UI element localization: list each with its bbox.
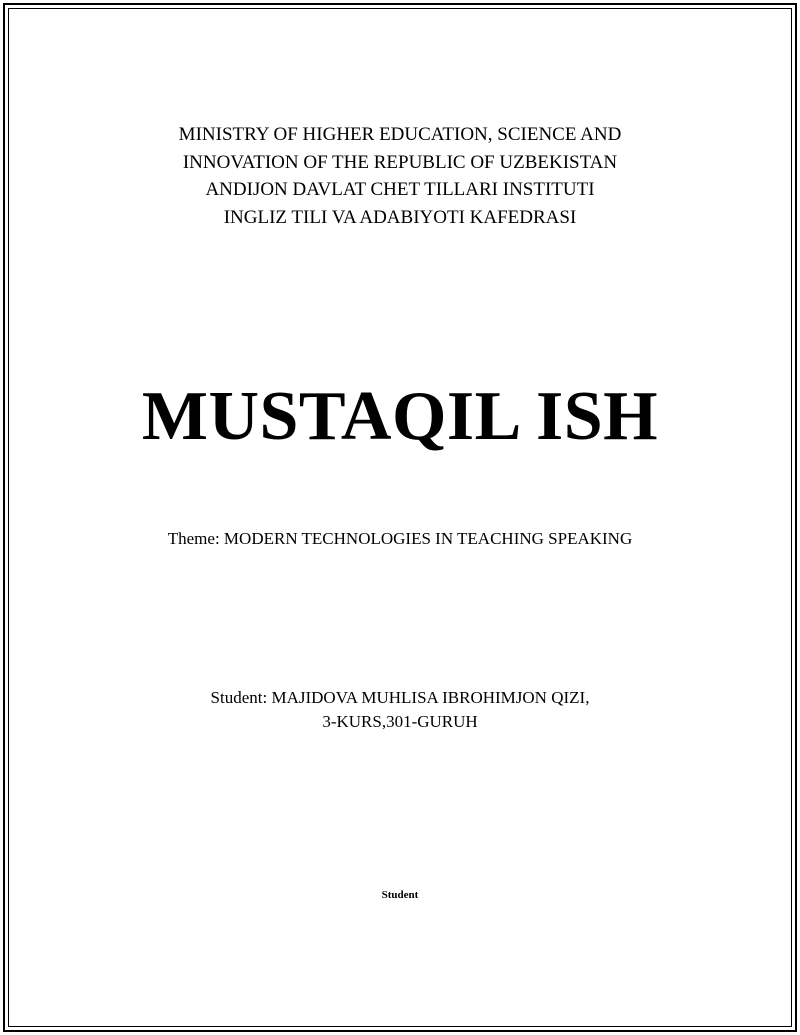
student-name-line: Student: MAJIDOVA MUHLISA IBROHIMJON QIZI, — [210, 688, 590, 707]
header-line-republic: INNOVATION OF THE REPUBLIC OF UZBEKISTAN — [182, 151, 618, 173]
footer-student-label: Student — [381, 889, 419, 901]
student-group-line: 3-KURS,301-GURUH — [322, 712, 478, 731]
institution-header — [0, 121, 800, 231]
student-info — [0, 686, 800, 734]
document-title: MUSTAQIL ISH — [141, 378, 659, 455]
header-line-ministry: MINISTRY OF HIGHER EDUCATION, SCIENCE AND — [178, 124, 622, 145]
header-line-department: INGLIZ TILI VA ADABIYOTI KAFEDRASI — [223, 206, 577, 228]
theme-line: Theme: MODERN TECHNOLOGIES IN TEACHING SPEAKING — [167, 529, 633, 548]
header-line-institute: ANDIJON DAVLAT CHET TILLARI INSTITUTI — [205, 179, 595, 200]
